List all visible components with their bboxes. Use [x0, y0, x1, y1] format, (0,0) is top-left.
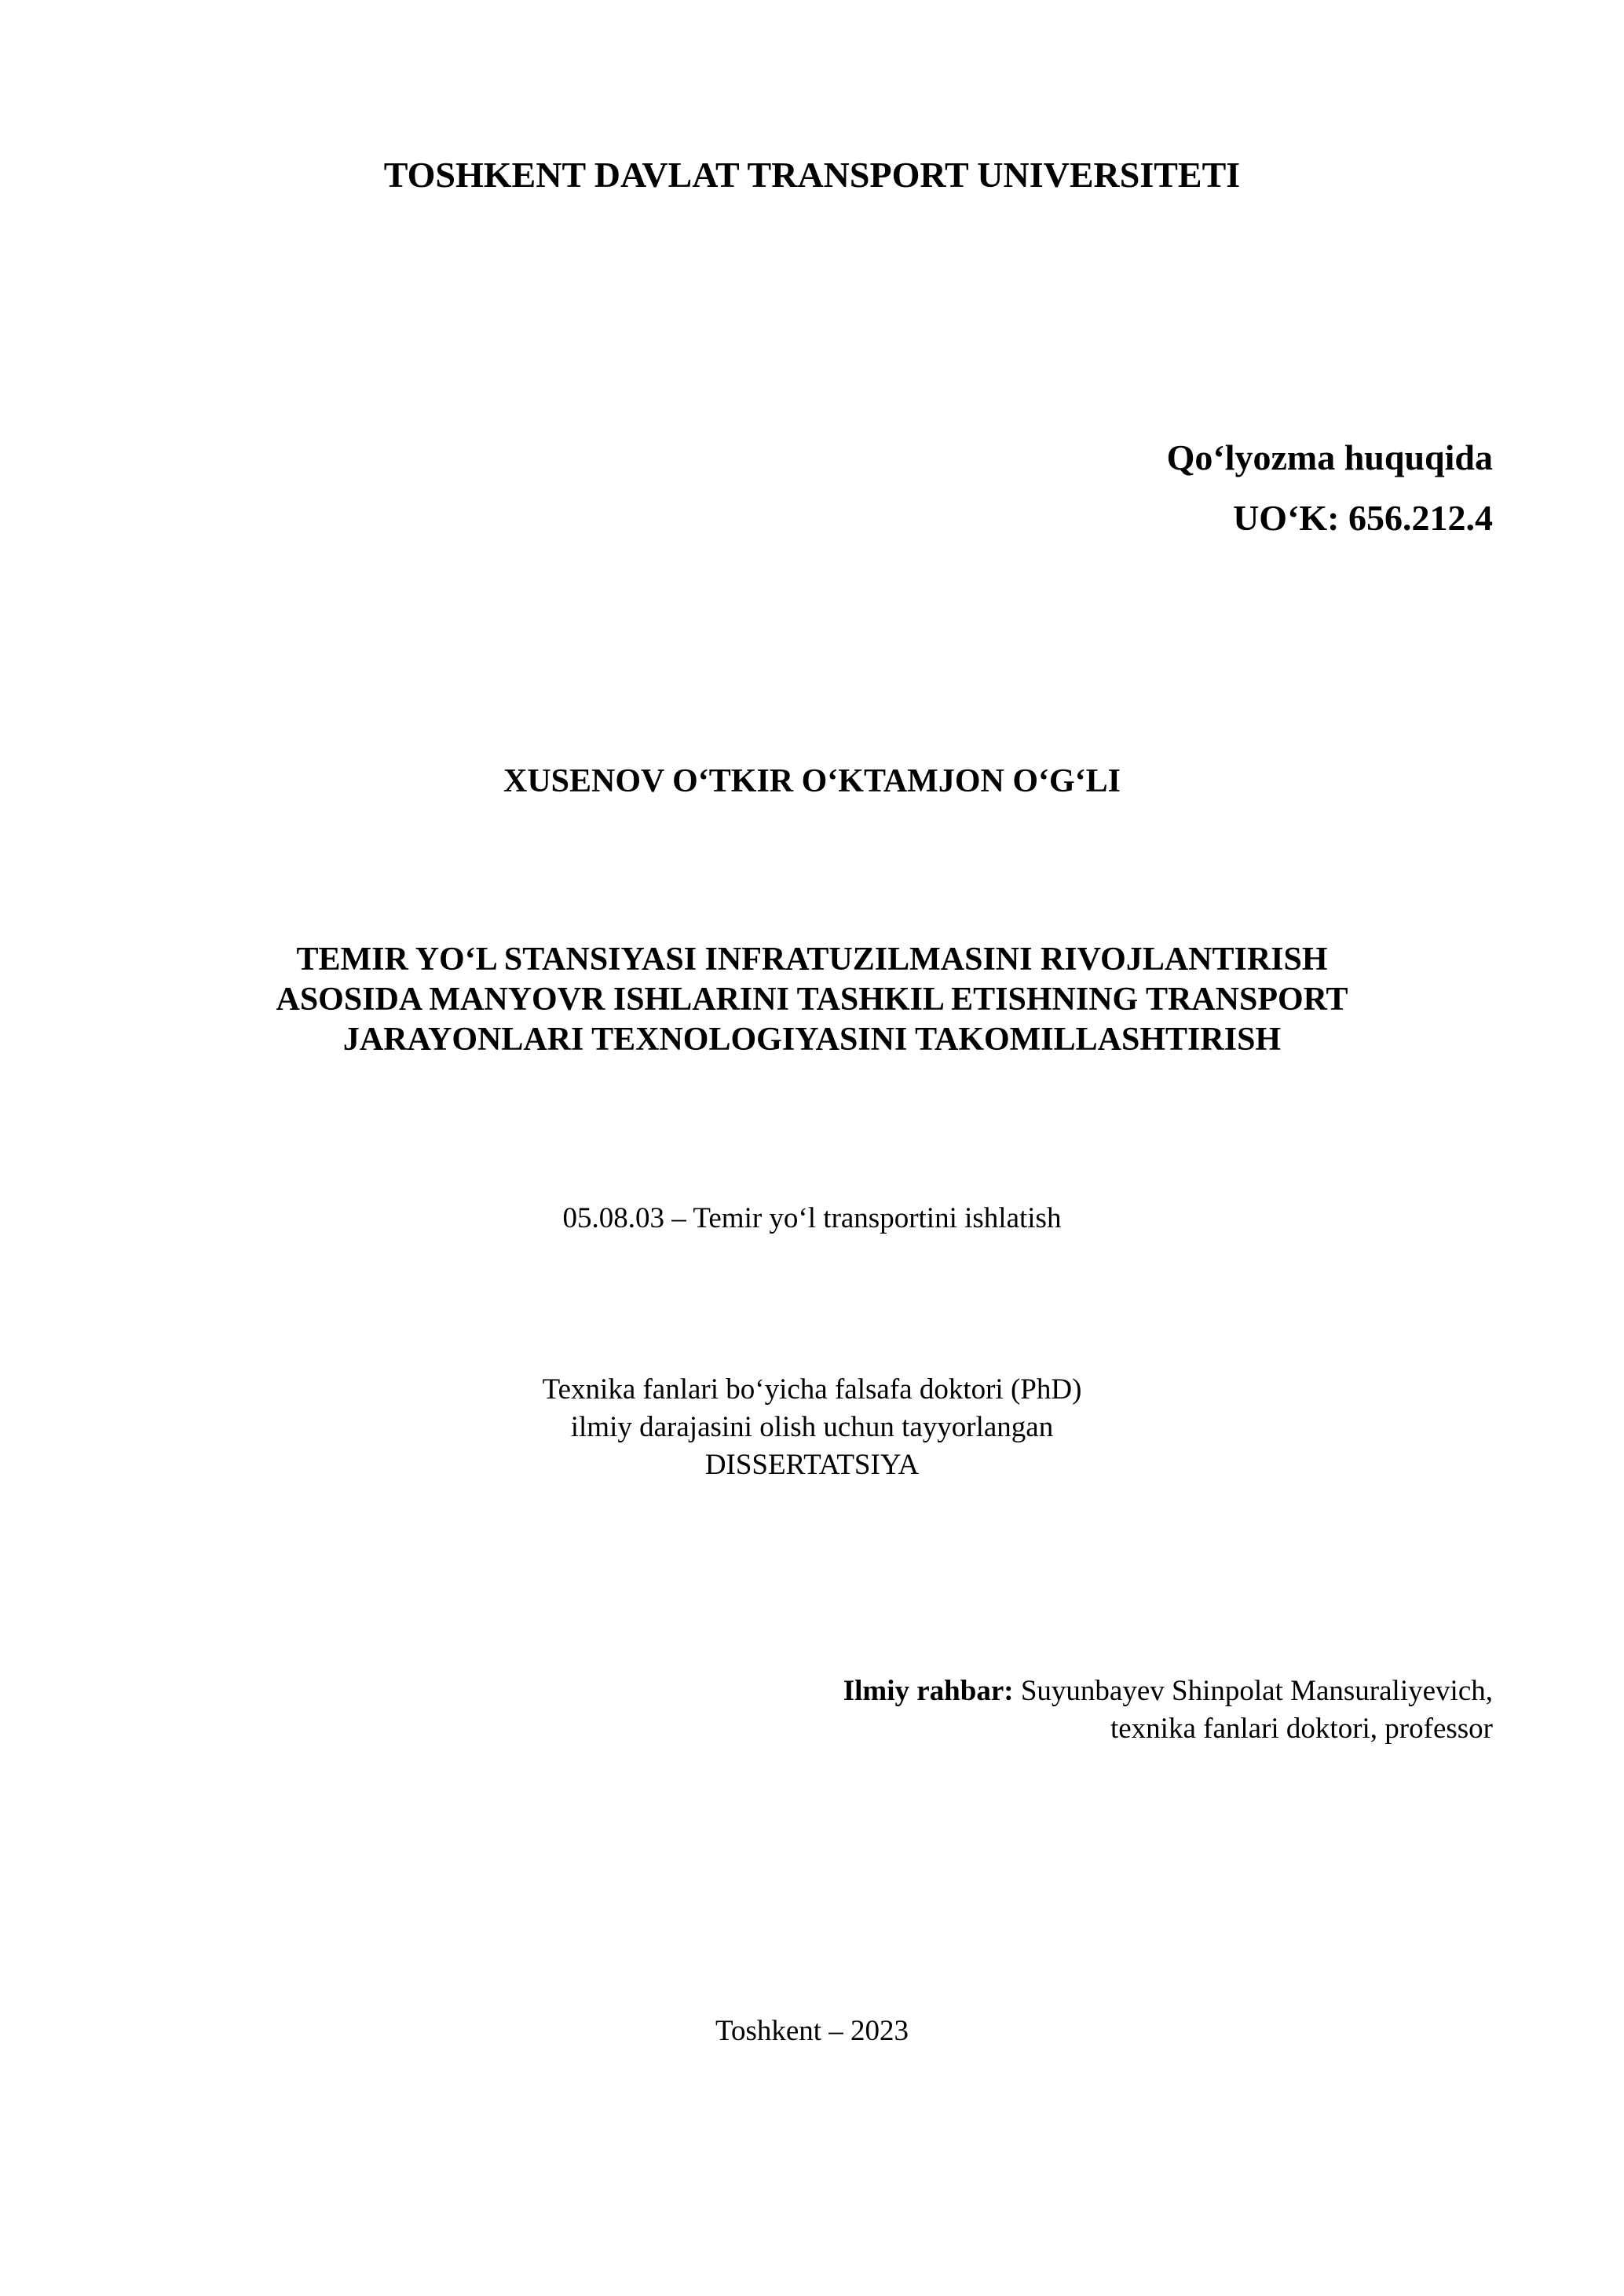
author-name: XUSENOV O‘TKIR O‘KTAMJON O‘G‘LI — [503, 763, 1121, 799]
specialty-code: 05.08.03 – Temir yo‘l transportini ishlatish — [562, 1202, 1062, 1234]
udc-code: UO‘K: 656.212.4 — [1233, 498, 1493, 538]
degree-line-1: Texnika fanlari bo‘yicha falsafa doktori (PhD) — [542, 1373, 1082, 1406]
supervisor-label: Ilmiy rahbar: — [843, 1675, 1014, 1707]
place-and-year: Toshkent – 2023 — [715, 2015, 909, 2047]
degree-line-2: ilmiy darajasini olish uchun tayyorlangan — [570, 1411, 1054, 1443]
supervisor-name: Suyunbayev Shinpolat Mansuraliyevich, — [1020, 1675, 1493, 1707]
dissertation-title-line-2: ASOSIDA MANYOVR ISHLARINI TASHKIL ETISHNING TRANSPORT — [276, 982, 1348, 1018]
document-type: DISSERTATSIYA — [704, 1449, 920, 1481]
supervisor-line — [843, 1676, 1493, 1706]
manuscript-rights: Qo‘lyozma huquqida — [1166, 437, 1493, 477]
dissertation-title-line-1: TEMIR YO‘L STANSIYASI INFRATUZILMASINI RIVOJLANTIRISH — [296, 941, 1328, 978]
dissertation-title-line-3: JARAYONLARI TEXNOLOGIYASINI TAKOMILLASHTIRISH — [342, 1022, 1282, 1058]
supervisor-credentials: texnika fanlari doktori, professor — [1110, 1713, 1493, 1745]
university-name: TOSHKENT DAVLAT TRANSPORT UNIVERSITETI — [383, 155, 1241, 195]
